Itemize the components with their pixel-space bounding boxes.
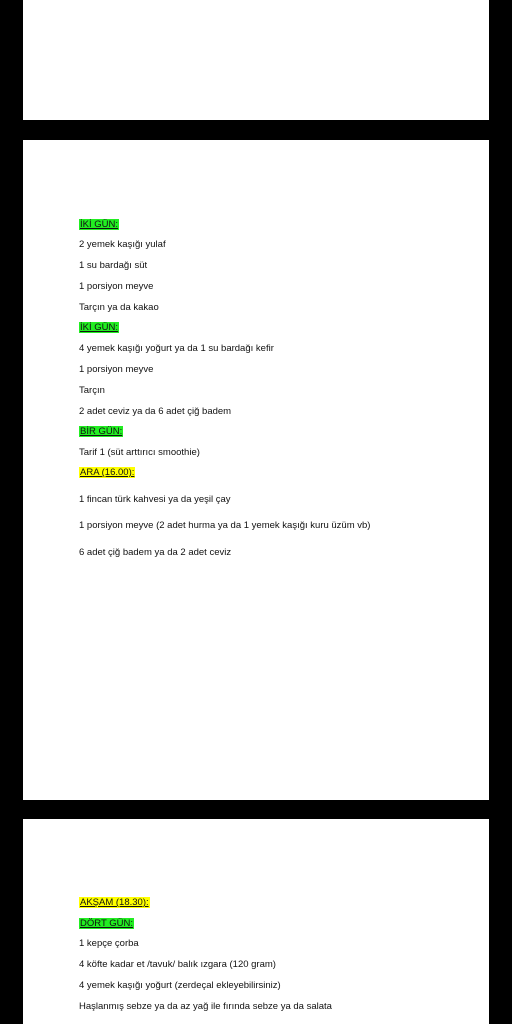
list-item: 1 fincan türk kahvesi ya da yeşil çay: [79, 494, 231, 505]
list-item: 1 porsiyon meyve: [79, 364, 154, 375]
list-item: 1 porsiyon meyve (2 adet hurma ya da 1 yemek kaşığı kuru üzüm vb): [79, 520, 371, 531]
list-item: 2 adet ceviz ya da 6 adet çiğ badem: [79, 406, 232, 417]
section-heading: [79, 218, 119, 231]
section-heading: [79, 917, 134, 930]
heading-text: İKİ GÜN:: [80, 219, 119, 230]
section-heading: [79, 466, 135, 479]
section-heading: [79, 425, 123, 438]
document-page-1: [23, 0, 489, 120]
heading-text: AKŞAM (18.30):: [80, 897, 149, 908]
document-page-2: [23, 140, 489, 800]
document-page-3: [23, 819, 489, 1024]
section-heading: [79, 321, 119, 334]
heading-text: ARA (16.00):: [80, 467, 135, 478]
list-item: Tarçın: [79, 385, 105, 396]
list-item: 1 kepçe çorba: [79, 938, 139, 949]
list-item: 1 su bardağı süt: [79, 260, 148, 271]
list-item: Haşlanmış sebze ya da az yağ ile fırında sebze ya da salata: [79, 1001, 332, 1012]
section-heading: [79, 896, 150, 909]
list-item: 4 yemek kaşığı yoğurt (zerdeçal ekleyebilirsiniz): [79, 980, 281, 991]
list-item: 2 yemek kaşığı yulaf: [79, 239, 166, 250]
heading-text: BİR GÜN:: [80, 426, 123, 437]
list-item: Tarçın ya da kakao: [79, 302, 159, 313]
list-item: 1 porsiyon meyve: [79, 281, 154, 292]
heading-text: İKİ GÜN:: [80, 322, 119, 333]
list-item: Tarif 1 (süt arttırıcı smoothie): [79, 447, 200, 458]
list-item: 6 adet çiğ badem ya da 2 adet ceviz: [79, 547, 232, 558]
heading-text: DÖRT GÜN:: [80, 918, 133, 929]
list-item: 4 köfte kadar et /tavuk/ balık ızgara (120 gram): [79, 959, 276, 970]
list-item: 4 yemek kaşığı yoğurt ya da 1 su bardağı kefir: [79, 343, 274, 354]
